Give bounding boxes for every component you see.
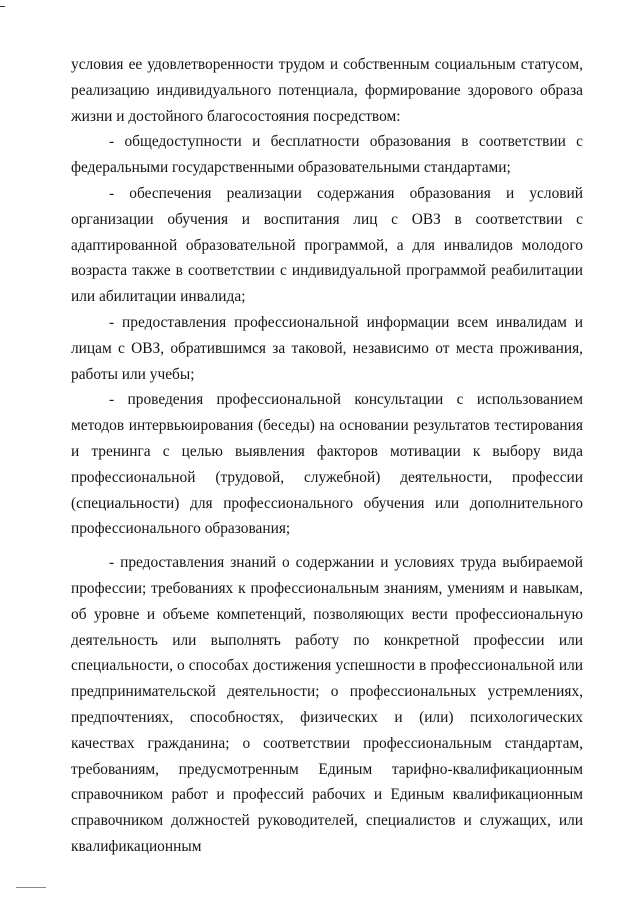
scan-edge-mark	[0, 6, 5, 7]
paragraph-professional-consultation: - проведения профессиональной консультации с использованием методов интервьюирования (беседы) на основании результатов тестирования и тренинга с целью выявления факторов мотивации к выбору вида профессиональной (трудовой, служебной) деятельности, профессии (специальности) для профессионального обучения или дополнительного профессионального образования;	[71, 391, 583, 538]
paragraph-profession-knowledge: - предоставления знаний о содержании и условиях труда выбираемой профессии; требованиях к профессиональным знаниям, умениям и навыкам, об уровне и объеме компетенций, позволяющих вести профессиональную деятельность или выполнять работу по конкретной профессии или специальности, о способах достижения успешности в профессиональной или предпринимательской деятельности; о профессиональных устремлениях, предпочтениях, способностях, физических и (или) психологических качествах гражданина; о соответствии профессиональным стандартам, требованиям, предусмотренным Единым тарифно-квалификационным справочником работ и профессий рабочих и Единым квалификационным справочником должностей руководителей, специалистов и служащих, или квалификационным	[71, 554, 583, 855]
paragraph-professional-information: - предоставления профессиональной информации всем инвалидам и лицам с ОВЗ, обратившимся за таковой, независимо от места проживания, работы или учебы;	[71, 313, 583, 383]
scan-footer-line	[16, 887, 46, 888]
paragraph-intro: условия ее удовлетворенности трудом и собственным социальным статусом, реализацию индивидуального потенциала, формирование здорового образа жизни и достойного благосостояния посредством:	[71, 56, 583, 125]
paragraph-accessibility: - общедоступности и бесплатности образования в соответствии с федеральными государственными образовательными стандартами;	[71, 133, 583, 177]
document-body	[71, 52, 583, 860]
paragraph-education-conditions: - обеспечения реализации содержания образования и условий организации обучения и воспитания лиц с ОВЗ в соответствии с адаптированной образовательной программой, а для инвалидов молодого возраста также в соответствии с индивидуальной программой реабилитации или абилитации инвалида;	[71, 184, 583, 306]
